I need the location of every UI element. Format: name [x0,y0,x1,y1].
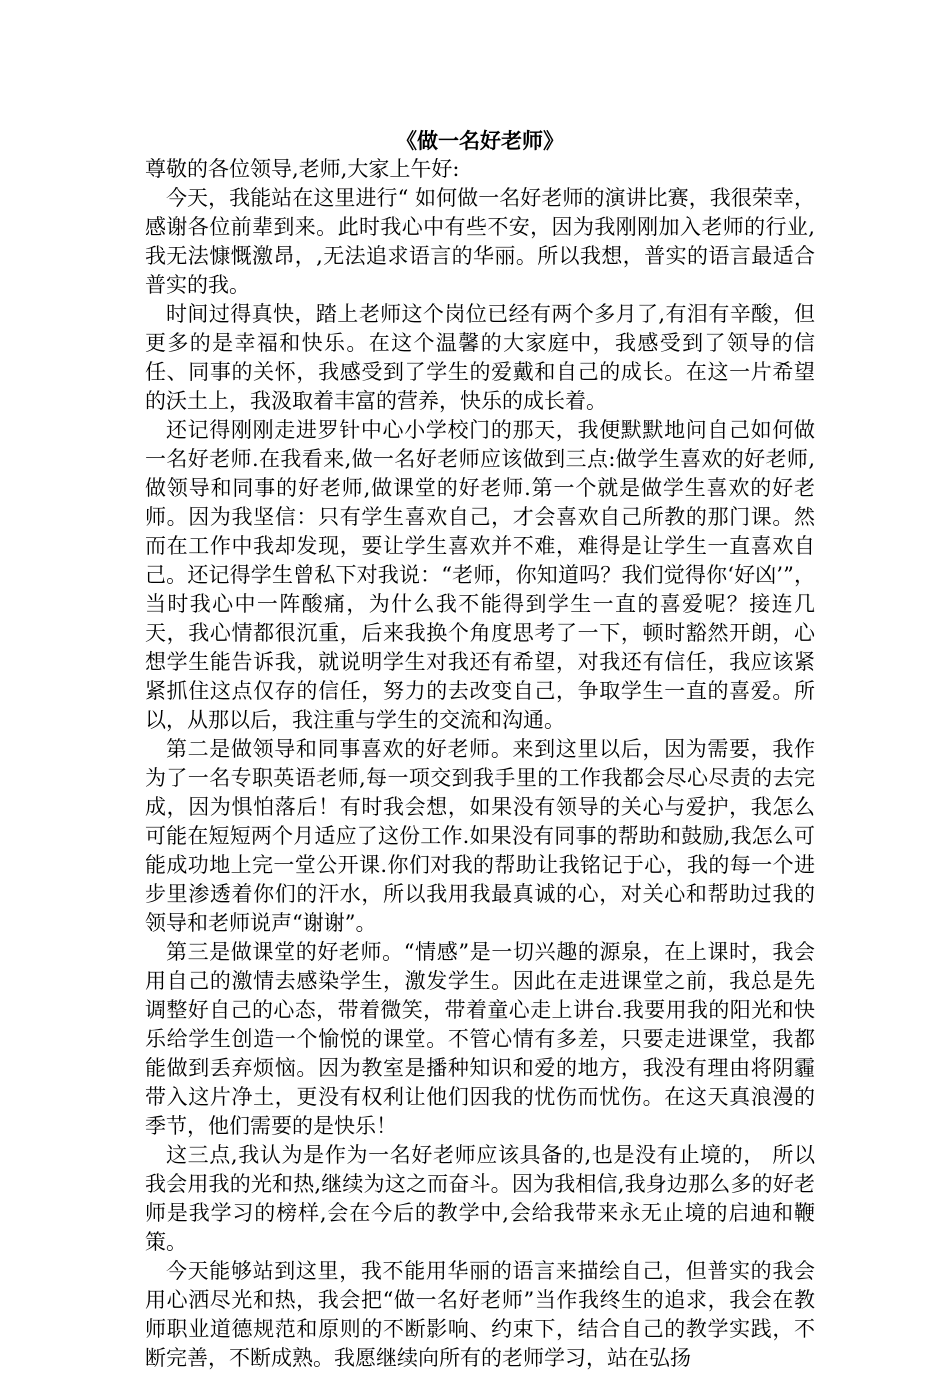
paragraph-summary: 这三点,我认为是作为一名好老师应该具备的,也是没有止境的， 所以我会用我的光和热,继续为这之而奋斗。因为我相信,我身边那么多的好老师是我学习的榜样,会在今后的教学中,会给我带来永无止境的启迪和鞭策。 [145,1143,815,1254]
paragraph-third-point: 第三是做课堂的好老师。“情感”是一切兴趣的源泉，在上课时，我会用自己的激情去感染学生，激发学生。因此在走进课堂之前，我总是先调整好自己的心态，带着微笑，带着童心走上讲台.我要用我的阳光和快乐给学生创造一个愉悦的课堂。不管心情有多差，只要走进课堂，我都能做到丢弃烦恼。因为教室是播种知识和爱的地方，我没有理由将阴霾带入这片净土，更没有权利让他们因我的忧伤而忧伤。在这天真浪漫的季节，他们需要的是快乐！ [145,940,815,1138]
paragraph-second-point: 第二是做领导和同事喜欢的好老师。来到这里以后，因为需要，我作为了一名专职英语老师,每一项交到我手里的工作我都会尽心尽责的去完成，因为惧怕落后！有时我会想，如果没有领导的关心与爱护，我怎么可能在短短两个月适应了这份工作.如果没有同事的帮助和鼓励,我怎么可能成功地上完一堂公开课.你们对我的帮助让我铭记于心，我的每一个进步里渗透着你们的汗水，所以我用我最真诚的心，对关心和帮助过我的领导和老师说声“谢谢”。 [145,737,815,935]
speech-body [145,126,815,1373]
paragraph-opening: 今天，我能站在这里进行“ 如何做一名好老师的演讲比赛，我很荣幸，感谢各位前辈到来。此时我心中有些不安，因为我刚刚加入老师的行业,我无法慷慨激昂，,无法追求语言的华丽。所以我想，普实的语言最适合普实的我。 [145,186,815,297]
paragraph-closing: 今天能够站到这里，我不能用华丽的语言来描绘自己，但普实的我会用心洒尽光和热，我会把“做一名好老师”当作我终生的追求，我会在教师职业道德规范和原则的不断影响、约束下，结合自己的教学实践，不断完善，不断成熟。我愿继续向所有的老师学习，站在弘扬 [145,1259,815,1370]
paragraph-time: 时间过得真快，踏上老师这个岗位已经有两个多月了,有泪有辛酸，但更多的是幸福和快乐。在这个温馨的大家庭中，我感受到了领导的信任、同事的关怀，我感受到了学生的爱戴和自己的成长。在这一片希望的沃土上，我汲取着丰富的营养，快乐的成长着。 [145,302,815,413]
paragraph-first-point: 还记得刚刚走进罗针中心小学校门的那天，我便默默地问自己如何做一名好老师.在我看来,做一名好老师应该做到三点:做学生喜欢的好老师,做领导和同事的好老师,做课堂的好老师.第一个就是做学生喜欢的好老师。因为我坚信：只有学生喜欢自己，才会喜欢自己所教的那门课。然而在工作中我却发现，要让学生喜欢并不难，难得是让学生一直喜欢自己。还记得学生曾私下对我说：“老师，你知道吗？我们觉得你‘好凶’”，当时我心中一阵酸痛，为什么我不能得到学生一直的喜爱呢？接连几天，我心情都很沉重，后来我换个角度思考了一下，顿时豁然开朗，心想学生能告诉我，就说明学生对我还有希望，对我还有信任，我应该紧紧抓住这点仅存的信任，努力的去改变自己，争取学生一直的喜爱。所以，从那以后，我注重与学生的交流和沟通。 [145,418,815,732]
speech-title: 《做一名好老师》 [396,128,564,153]
speech-greeting: 尊敬的各位领导,老师,大家上午好: [145,157,460,181]
